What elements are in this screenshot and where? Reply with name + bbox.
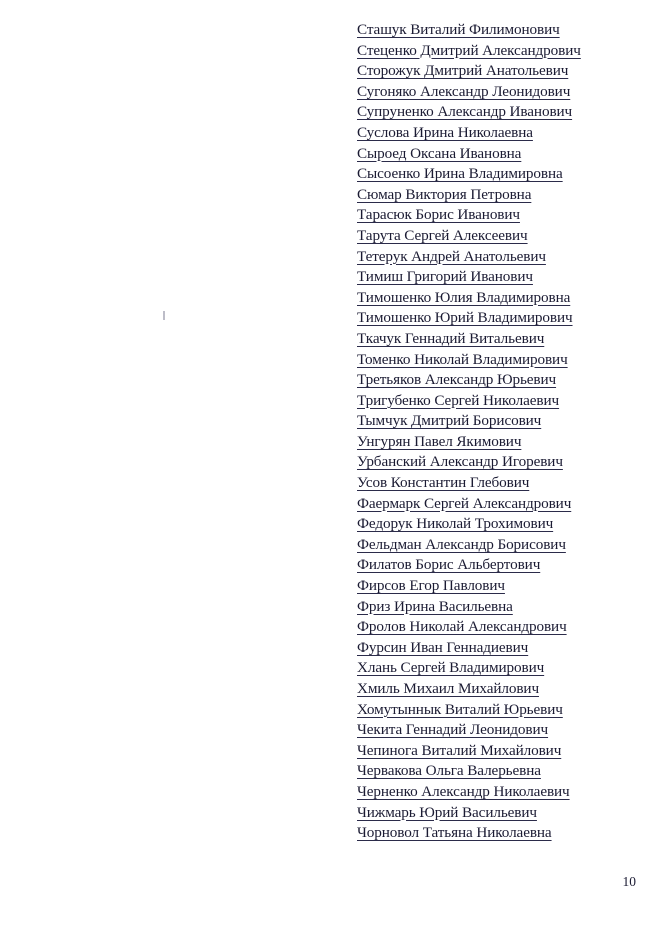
list-item: Суслова Ирина Николаевна [357,123,533,141]
names-list [357,20,657,844]
list-item: Федорук Николай Трохимович [357,515,554,533]
list-item: Фаермарк Сергей Александрович [357,494,572,512]
list-item: Чекита Геннадий Леонидович [357,721,549,739]
list-item: Супруненко Александр Иванович [357,103,573,121]
list-item: Хлань Сергей Владимирович [357,659,545,677]
list-item: Сюмар Виктория Петровна [357,185,532,203]
list-item: Червакова Ольга Валерьевна [357,762,541,780]
list-item: Фролов Николай Александрович [357,618,567,636]
list-item: Чижмарь Юрий Васильевич [357,803,537,821]
list-item: Усов Константин Глебович [357,474,530,492]
list-item: Тимиш Григорий Иванович [357,268,533,286]
list-item: Черненко Александр Николаевич [357,782,570,800]
list-item: Тетерук Андрей Анатольевич [357,247,546,265]
list-item: Фельдман Александр Борисович [357,535,566,553]
list-item: Стеценко Дмитрий Александрович [357,41,581,59]
page-number: 10 [622,874,636,889]
list-item: Тымчук Дмитрий Борисович [357,412,542,430]
list-item: Тимошенко Юлия Владимировна [357,288,571,306]
list-item: Фриз Ирина Васильевна [357,597,513,615]
stray-mark [163,311,165,320]
list-item: Третьяков Александр Юрьевич [357,371,557,389]
list-item: Сугоняко Александр Леонидович [357,82,571,100]
list-item: Тимошенко Юрий Владимирович [357,309,573,327]
list-item: Чорновол Татьяна Николаевна [357,824,552,842]
list-item: Сысоенко Ирина Владимировна [357,165,563,183]
list-item: Фирсов Егор Павлович [357,577,505,595]
list-item: Хмиль Михаил Михайлович [357,680,539,697]
list-item: Ткачук Геннадий Витальевич [357,329,545,347]
list-item: Фурсин Иван Геннадиевич [357,638,529,656]
list-item: Унгурян Павел Якимович [357,432,522,450]
list-item: Сыроед Оксана Ивановна [357,144,522,162]
list-item: Хомутыннык Виталий Юрьевич [357,700,563,718]
list-item: Томенко Николай Владимирович [357,350,568,368]
list-item: Урбанский Александр Игоревич [357,453,563,471]
list-item: Филатов Борис Альбертович [357,556,541,574]
list-item: Чепинога Виталий Михайлович [357,741,562,759]
list-item: Сторожук Дмитрий Анатольевич [357,62,569,80]
list-item: Тарута Сергей Алексеевич [357,226,528,244]
list-item: Сташук Виталий Филимонович [357,21,560,38]
list-item: Тригубенко Сергей Николаевич [357,391,560,409]
list-item: Тарасюк Борис Иванович [357,206,520,224]
